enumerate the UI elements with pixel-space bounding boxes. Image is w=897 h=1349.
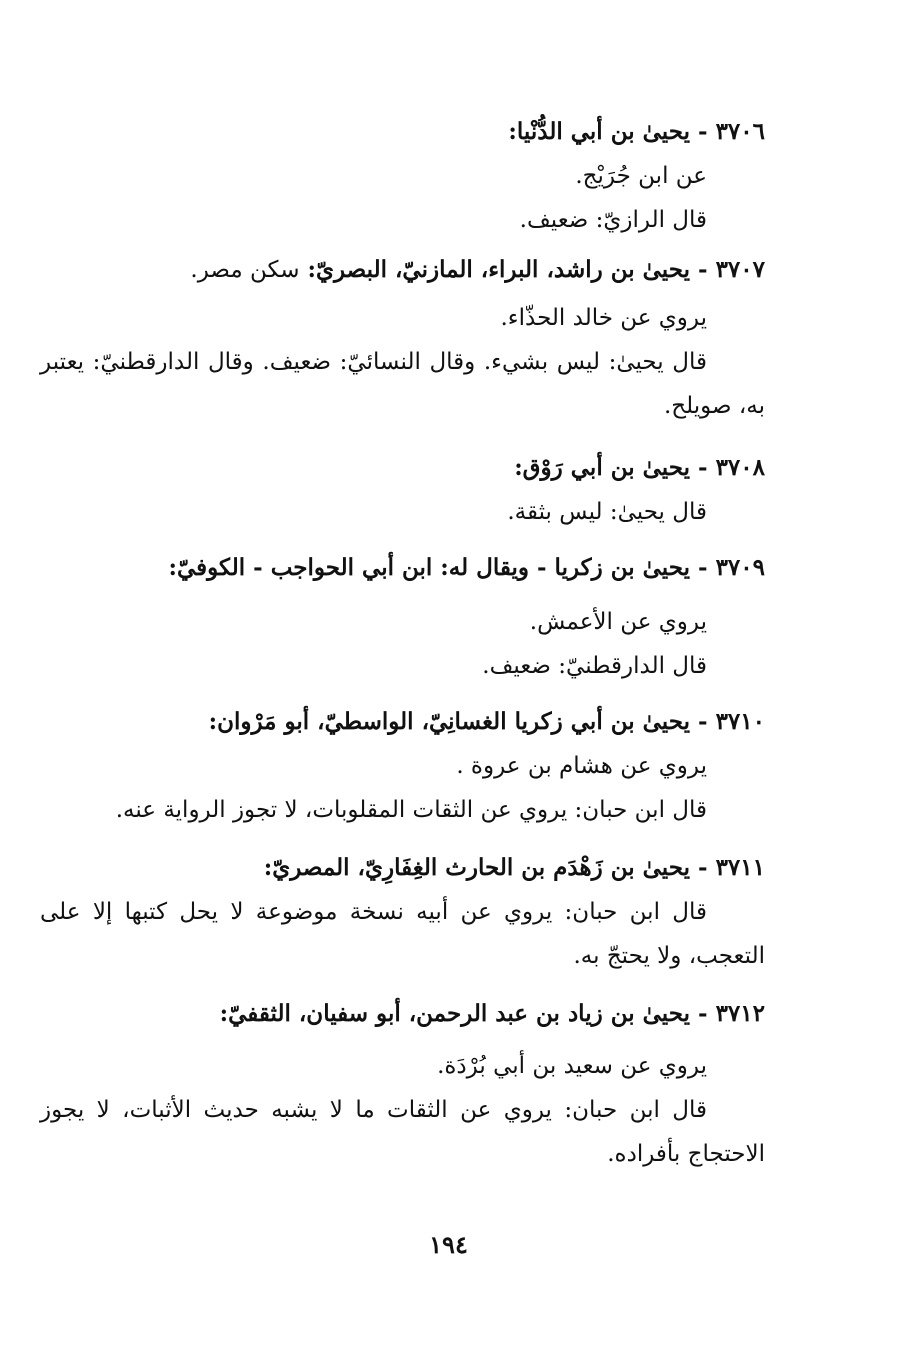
- entry-heading: [40, 110, 765, 154]
- entry-paragraph: قال ابن حبان: يروي عن الثقات ما لا يشبه حديث الأثبات، لا يجوز الاحتجاج بأفراده.: [40, 1097, 765, 1167]
- entry-3709: [40, 546, 765, 688]
- entry-3708: [40, 446, 765, 534]
- entry-name: يحيىٰ بن أبي رَوْق:: [514, 454, 690, 481]
- entry-heading: [40, 446, 765, 490]
- page-number: ١٩٤: [429, 1230, 468, 1259]
- entry-number: ٣٧١٢ -: [698, 1000, 765, 1027]
- entry-paragraph: قال يحيىٰ: ليس بشيء. وقال النسائيّ: ضعيف. وقال الدارقطنيّ: يعتبر به، صويلح.: [40, 349, 765, 419]
- entry-3712: [40, 992, 765, 1176]
- entry-name: يحيىٰ بن زكريا - ويقال له: ابن أبي الحواجب - الكوفيّ:: [168, 554, 690, 581]
- entry-line: يروي عن هشام بن عروة .: [456, 753, 707, 779]
- entry-line: قال يحيىٰ: ليس بثقة.: [507, 499, 707, 525]
- entry-line: يروي عن الأعمش.: [529, 609, 707, 635]
- entry-name: يحيىٰ بن زياد بن عبد الرحمن، أبو سفيان، الثقفيّ:: [219, 1000, 690, 1027]
- entry-line: قال الدارقطنيّ: ضعيف.: [482, 653, 707, 679]
- entry-line: يروي عن خالد الحذّاء.: [500, 305, 707, 331]
- entry-line: يروي عن سعيد بن أبي بُرْدَة.: [437, 1053, 707, 1079]
- entry-3711: [40, 846, 765, 978]
- entry-name: يحيىٰ بن راشد، البراء، المازنيّ، البصريّ:: [307, 256, 690, 283]
- entry-heading: [40, 992, 765, 1036]
- document-body: [40, 110, 765, 1176]
- entry-heading: [40, 700, 765, 744]
- entry-heading: [40, 546, 765, 590]
- entry-line: قال الرازيّ: ضعيف.: [519, 207, 707, 233]
- entry-line: عن ابن جُرَيْج.: [575, 163, 707, 189]
- entry-number: ٣٧٠٦ -: [698, 118, 765, 145]
- entry-3707: [40, 248, 765, 428]
- entry-paragraph: قال ابن حبان: يروي عن أبيه نسخة موضوعة لا يحل كتبها إلا على التعجب، ولا يحتجّ به.: [40, 899, 765, 969]
- entry-note: سكن مصر.: [190, 257, 300, 283]
- entry-line: قال ابن حبان: يروي عن الثقات المقلوبات، لا تجوز الرواية عنه.: [115, 797, 707, 823]
- entry-number: ٣٧٠٧ -: [698, 256, 765, 283]
- entry-number: ٣٧٠٨ -: [698, 454, 765, 481]
- entry-heading: [40, 846, 765, 890]
- entry-number: ٣٧٠٩ -: [698, 554, 765, 581]
- entry-number: ٣٧١١ -: [698, 854, 765, 881]
- entry-heading: [40, 248, 765, 292]
- entry-number: ٣٧١٠ -: [698, 708, 765, 735]
- entry-name: يحيىٰ بن أبي زكريا الغسانِيّ، الواسطيّ، أبو مَرْوان:: [208, 708, 690, 735]
- entry-3706: [40, 110, 765, 242]
- entry-3710: [40, 700, 765, 832]
- entry-name: يحيىٰ بن أبي الدُّنْيا:: [508, 118, 690, 145]
- entry-name: يحيىٰ بن زَهْدَم بن الحارث الغِفَارِيّ، المصريّ:: [263, 854, 690, 881]
